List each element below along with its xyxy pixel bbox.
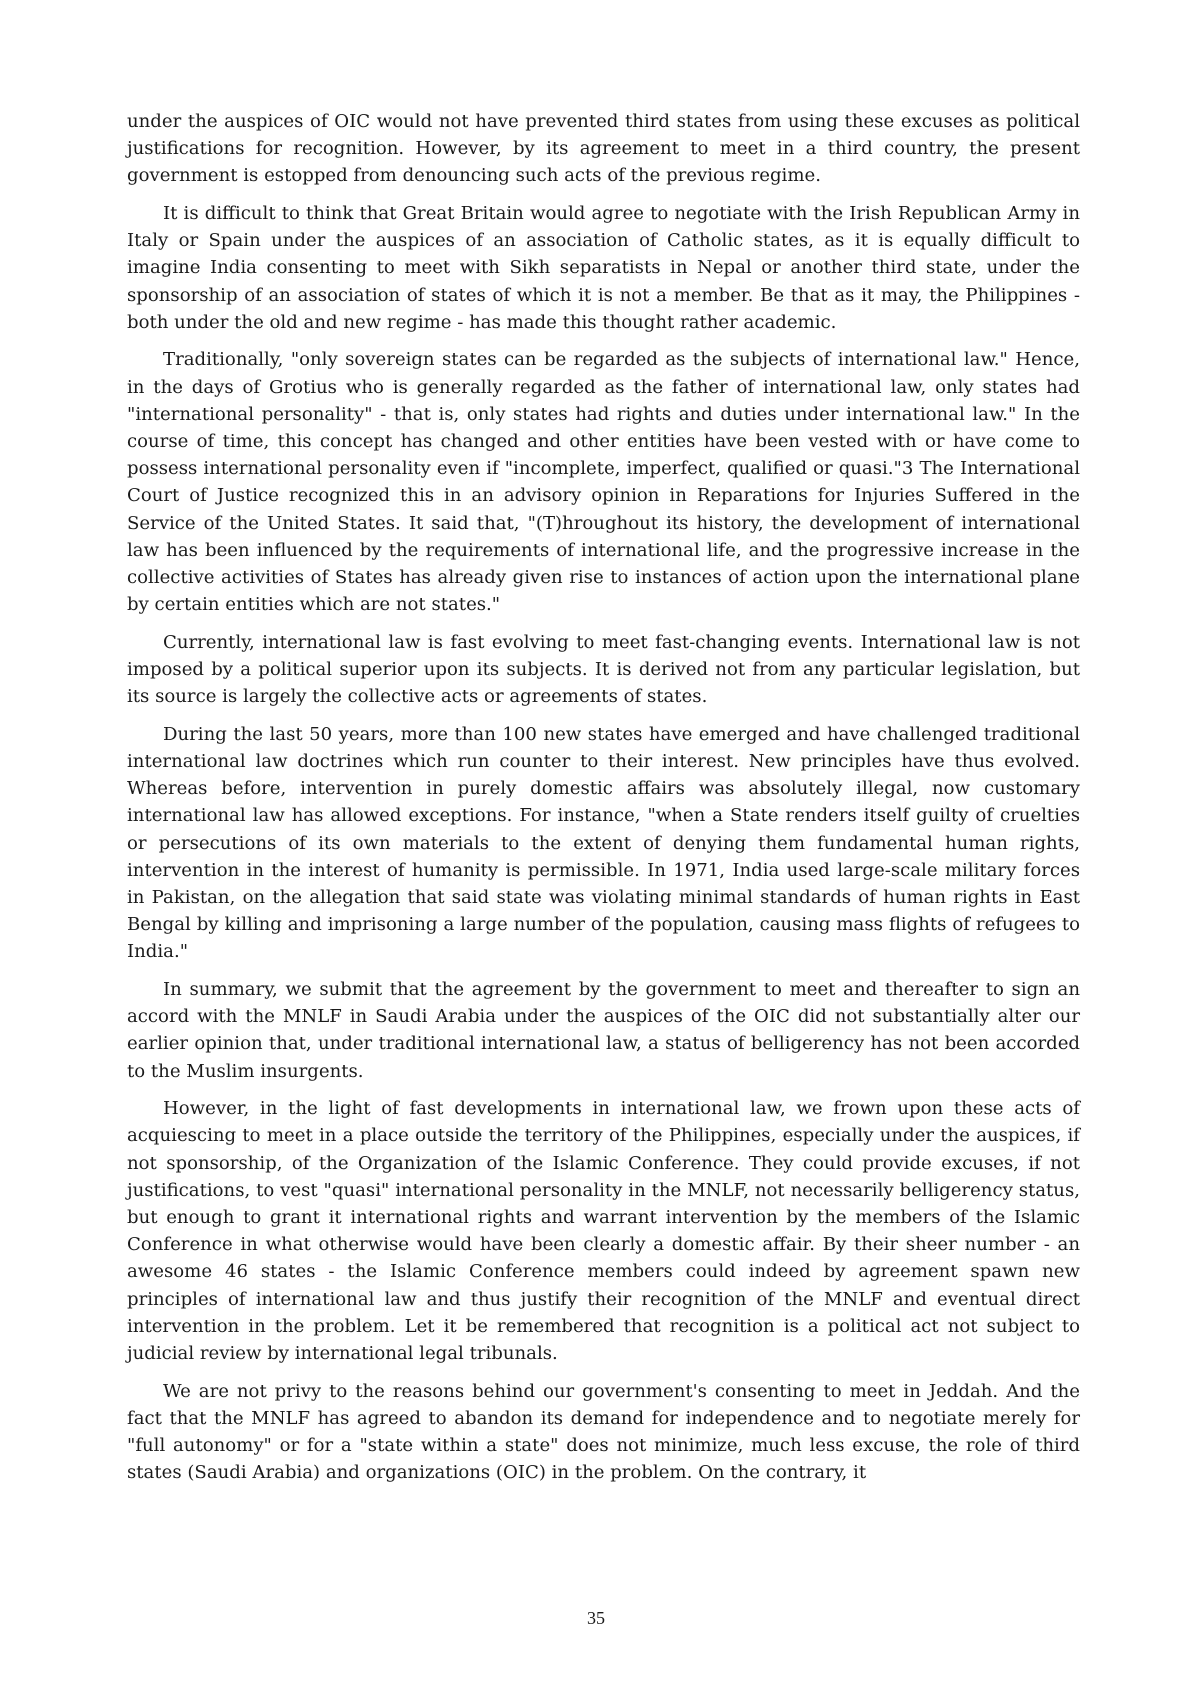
paragraph-not-privy: We are not privy to the reasons behind our government's consenting to meet in Jeddah. And the fact that the MNLF has agreed to abandon its demand for independence and to negotiate merely for "full autonomy" or for a "state within a state" does not minimize, much less excuse, the role of third states (Saudi Arabia) and organizations (OIC) in the problem. On the contrary, it xyxy=(127,1380,1080,1484)
paragraph-traditionally: Traditionally, "only sovereign states can be regarded as the subjects of international law." Hence, in the days of Grotius who is generally regarded as the father of international law, only states had "international personality" - that is, only states had rights and duties under international law." In the course of time, this concept has changed and other entities have been vested with or have come to possess international personality even if "incomplete, imperfect, qualified or quasi."3 The International Court of Justice recognized this in an advisory opinion in Reparations for Injuries Suffered in the Service of the United States. It said that, "(T)hroughout its history, the development of international law has been influenced by the requirements of international life, and the progressive increase in the collective activities of States has already given rise to instances of action upon the international plane by certain entities which are not states." xyxy=(127,349,1080,616)
paragraph-great-britain: It is difficult to think that Great Britain would agree to negotiate with the Irish Republican Army in Italy or Spain under the auspices of an association of Catholic states, as it is equally difficult to imagine India consenting to meet with Sikh separatists in Nepal or another third state, under the sponsorship of an association of states of which it is not a member. Be that as it may, the Philippines - both under the old and new regime - has made this thought rather academic. xyxy=(127,203,1080,333)
document-body xyxy=(127,108,1080,1497)
paragraph-continuation: under the auspices of OIC would not have prevented third states from using these excuses as political justifications for recognition. However, by its agreement to meet in a third country, the present government is estopped from denouncing such acts of the previous regime. xyxy=(127,111,1080,187)
paragraph-summary: In summary, we submit that the agreement by the government to meet and thereafter to sign an accord with the MNLF in Saudi Arabia under the auspices of the OIC did not substantially alter our earlier opinion that, under traditional international law, a status of belligerency has not been accorded to the Muslim insurgents. xyxy=(127,979,1080,1082)
paragraph-last-50-years: During the last 50 years, more than 100 new states have emerged and have challenged traditional international law doctrines which run counter to their interest. New principles have thus evolved. Whereas before, intervention in purely domestic affairs was absolutely illegal, now customary international law has allowed exceptions. For instance, "when a State renders itself guilty of cruelties or persecutions of its own materials to the extent of denying them fundamental human rights, intervention in the interest of humanity is permissible. In 1971, India used large-scale military forces in Pakistan, on the allegation that said state was violating minimal standards of human rights in East Bengal by killing and imprisoning a large number of the population, causing mass flights of refugees to India." xyxy=(127,723,1080,963)
paragraph-currently: Currently, international law is fast evolving to meet fast-changing events. International law is not imposed by a political superior upon its subjects. It is derived not from any particular legislation, but its source is largely the collective acts or agreements of states. xyxy=(127,631,1080,708)
paragraph-however: However, in the light of fast developments in international law, we frown upon these acts of acquiescing to meet in a place outside the territory of the Philippines, especially under the auspices, if not sponsorship, of the Organization of the Islamic Conference. They could provide excuses, if not justifications, to vest "quasi" international personality in the MNLF, not necessarily belligerency status, but enough to grant it international rights and warrant intervention by the members of the Islamic Conference in what otherwise would have been clearly a domestic affair. By their sheer number - an awesome 46 states - the Islamic Conference members could indeed by agreement spawn new principles of international law and thus justify their recognition of the MNLF and eventual direct intervention in the problem. Let it be remembered that recognition is a political act not subject to judicial review by international legal tribunals. xyxy=(127,1098,1080,1365)
page-number: 35 xyxy=(587,1608,605,1628)
